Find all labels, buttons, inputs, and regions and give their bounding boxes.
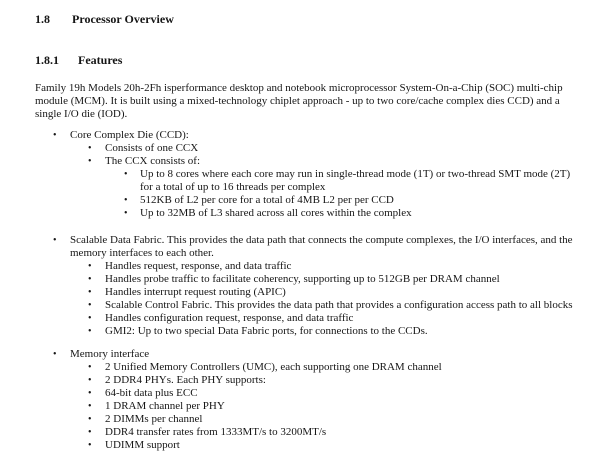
bullet-text [105,260,592,273]
paragraph-line: module (MCM). It is built using a mixed-technology chiplet approach - up to two core/cache complex dies CCD) and a [35,95,560,107]
section-title: Processor Overview [72,12,174,26]
bullet-line: 2 Unified Memory Controllers (UMC), each supporting one DRAM channel [105,361,442,373]
bullet-text [105,400,592,413]
bullet-icon: • [88,427,92,438]
bullet-line: UDIMM support [105,439,180,451]
bullet-group [35,129,592,220]
bullet-icon: • [88,375,92,386]
bullet-item [35,286,592,299]
bullet-text [105,426,592,439]
bullet-line: Scalable Data Fabric. This provides the data path that connects the compute complexes, the I/O interfaces, and the [70,234,573,246]
bullet-line: 2 DDR4 PHYs. Each PHY supports: [105,374,266,386]
bullet-line: Up to 32MB of L3 shared across all cores within the complex [140,207,412,219]
bullet-item [35,273,592,286]
bullet-item [35,426,592,439]
bullet-icon: • [88,388,92,399]
bullet-icon: • [88,300,92,311]
bullet-item [35,194,592,207]
bullet-item [35,312,592,325]
bullet-group [35,234,592,338]
bullet-item [35,374,592,387]
bullet-item [35,439,592,451]
bullet-text [70,348,592,361]
section-heading [35,13,592,26]
bullet-line: Handles request, response, and data traffic [105,260,292,272]
bullet-item [35,413,592,426]
bullet-icon: • [53,235,57,246]
bullet-icon: • [88,287,92,298]
bullet-icon: • [88,156,92,167]
bullet-line: GMI2: Up to two special Data Fabric ports, for connections to the CCDs. [105,325,428,337]
bullet-line: Handles configuration request, response, and data traffic [105,312,354,324]
bullet-line: Memory interface [70,348,150,360]
bullet-item [35,361,592,374]
bullet-icon: • [88,261,92,272]
bullet-icon: • [88,143,92,154]
bullet-line: 2 DIMMs per channel [105,413,203,425]
bullet-line: Consists of one CCX [105,142,199,154]
subsection-title: Features [78,53,123,67]
bullet-icon: • [53,349,57,360]
bullet-icon: • [88,414,92,425]
bullet-item [35,260,592,273]
bullet-line: DDR4 transfer rates from 1333MT/s to 3200MT/s [105,426,327,438]
bullet-line: 512KB of L2 per core for a total of 4MB L2 per per CCD [140,194,394,206]
bullet-text [105,312,592,325]
bullet-line: for a total of up to 16 threads per complex [140,181,326,193]
bullet-text [105,387,592,400]
intro-paragraph [35,82,592,121]
bullet-line: 1 DRAM channel per PHY [105,400,225,412]
bullet-icon: • [88,274,92,285]
bullet-text [105,299,592,312]
bullet-item [35,168,592,194]
bullet-text [140,207,592,220]
bullet-icon: • [88,440,92,451]
bullet-item [35,207,592,220]
bullet-icon: • [124,208,128,219]
bullet-line: Handles probe traffic to facilitate coherency, supporting up to 512GB per DRAM channel [105,273,500,285]
paragraph-line: Family 19h Models 20h-2Fh isperformance desktop and notebook microprocessor System-On-a-Chip (SOC) multi-chip [35,82,563,94]
bullet-icon: • [88,326,92,337]
paragraph-line: single I/O die (IOD). [35,108,128,120]
bullet-text [105,142,592,155]
bullet-line: The CCX consists of: [105,155,201,167]
bullet-icon: • [88,401,92,412]
bullet-line: Up to 8 cores where each core may run in single-thread mode (1T) or two-thread SMT mode (2T) [140,168,571,180]
bullet-text [140,194,592,207]
bullet-text [70,234,592,260]
bullet-group [35,348,592,451]
bullet-item [35,400,592,413]
bullet-line: 64-bit data plus ECC [105,387,198,399]
bullet-text [105,286,592,299]
bullet-item [35,387,592,400]
bullet-line: Core Complex Die (CCD): [70,129,189,141]
bullet-text [140,168,592,194]
bullet-icon: • [88,313,92,324]
bullet-item [35,325,592,338]
bullet-line: Scalable Control Fabric. This provides the data path that provides a configuration access path to all blocks [105,299,573,311]
bullet-text [105,361,592,374]
bullet-text [105,439,592,451]
feature-bullet-lists [35,129,592,451]
bullet-text [70,129,592,142]
subsection-number: 1.8.1 [35,53,59,67]
bullet-icon: • [124,169,128,180]
bullet-text [105,325,592,338]
bullet-text [105,155,592,168]
bullet-line: Handles interrupt request routing (APIC) [105,286,286,298]
bullet-line: memory interfaces to each other. [70,247,214,259]
bullet-icon: • [88,362,92,373]
bullet-item [35,142,592,155]
bullet-icon: • [124,195,128,206]
bullet-text [105,273,592,286]
section-number: 1.8 [35,12,50,26]
bullet-item [35,299,592,312]
bullet-text [105,374,592,387]
bullet-text [105,413,592,426]
bullet-item [35,234,592,260]
bullet-item [35,155,592,168]
bullet-item [35,348,592,361]
bullet-icon: • [53,130,57,141]
subsection-heading [35,54,592,67]
bullet-item [35,129,592,142]
